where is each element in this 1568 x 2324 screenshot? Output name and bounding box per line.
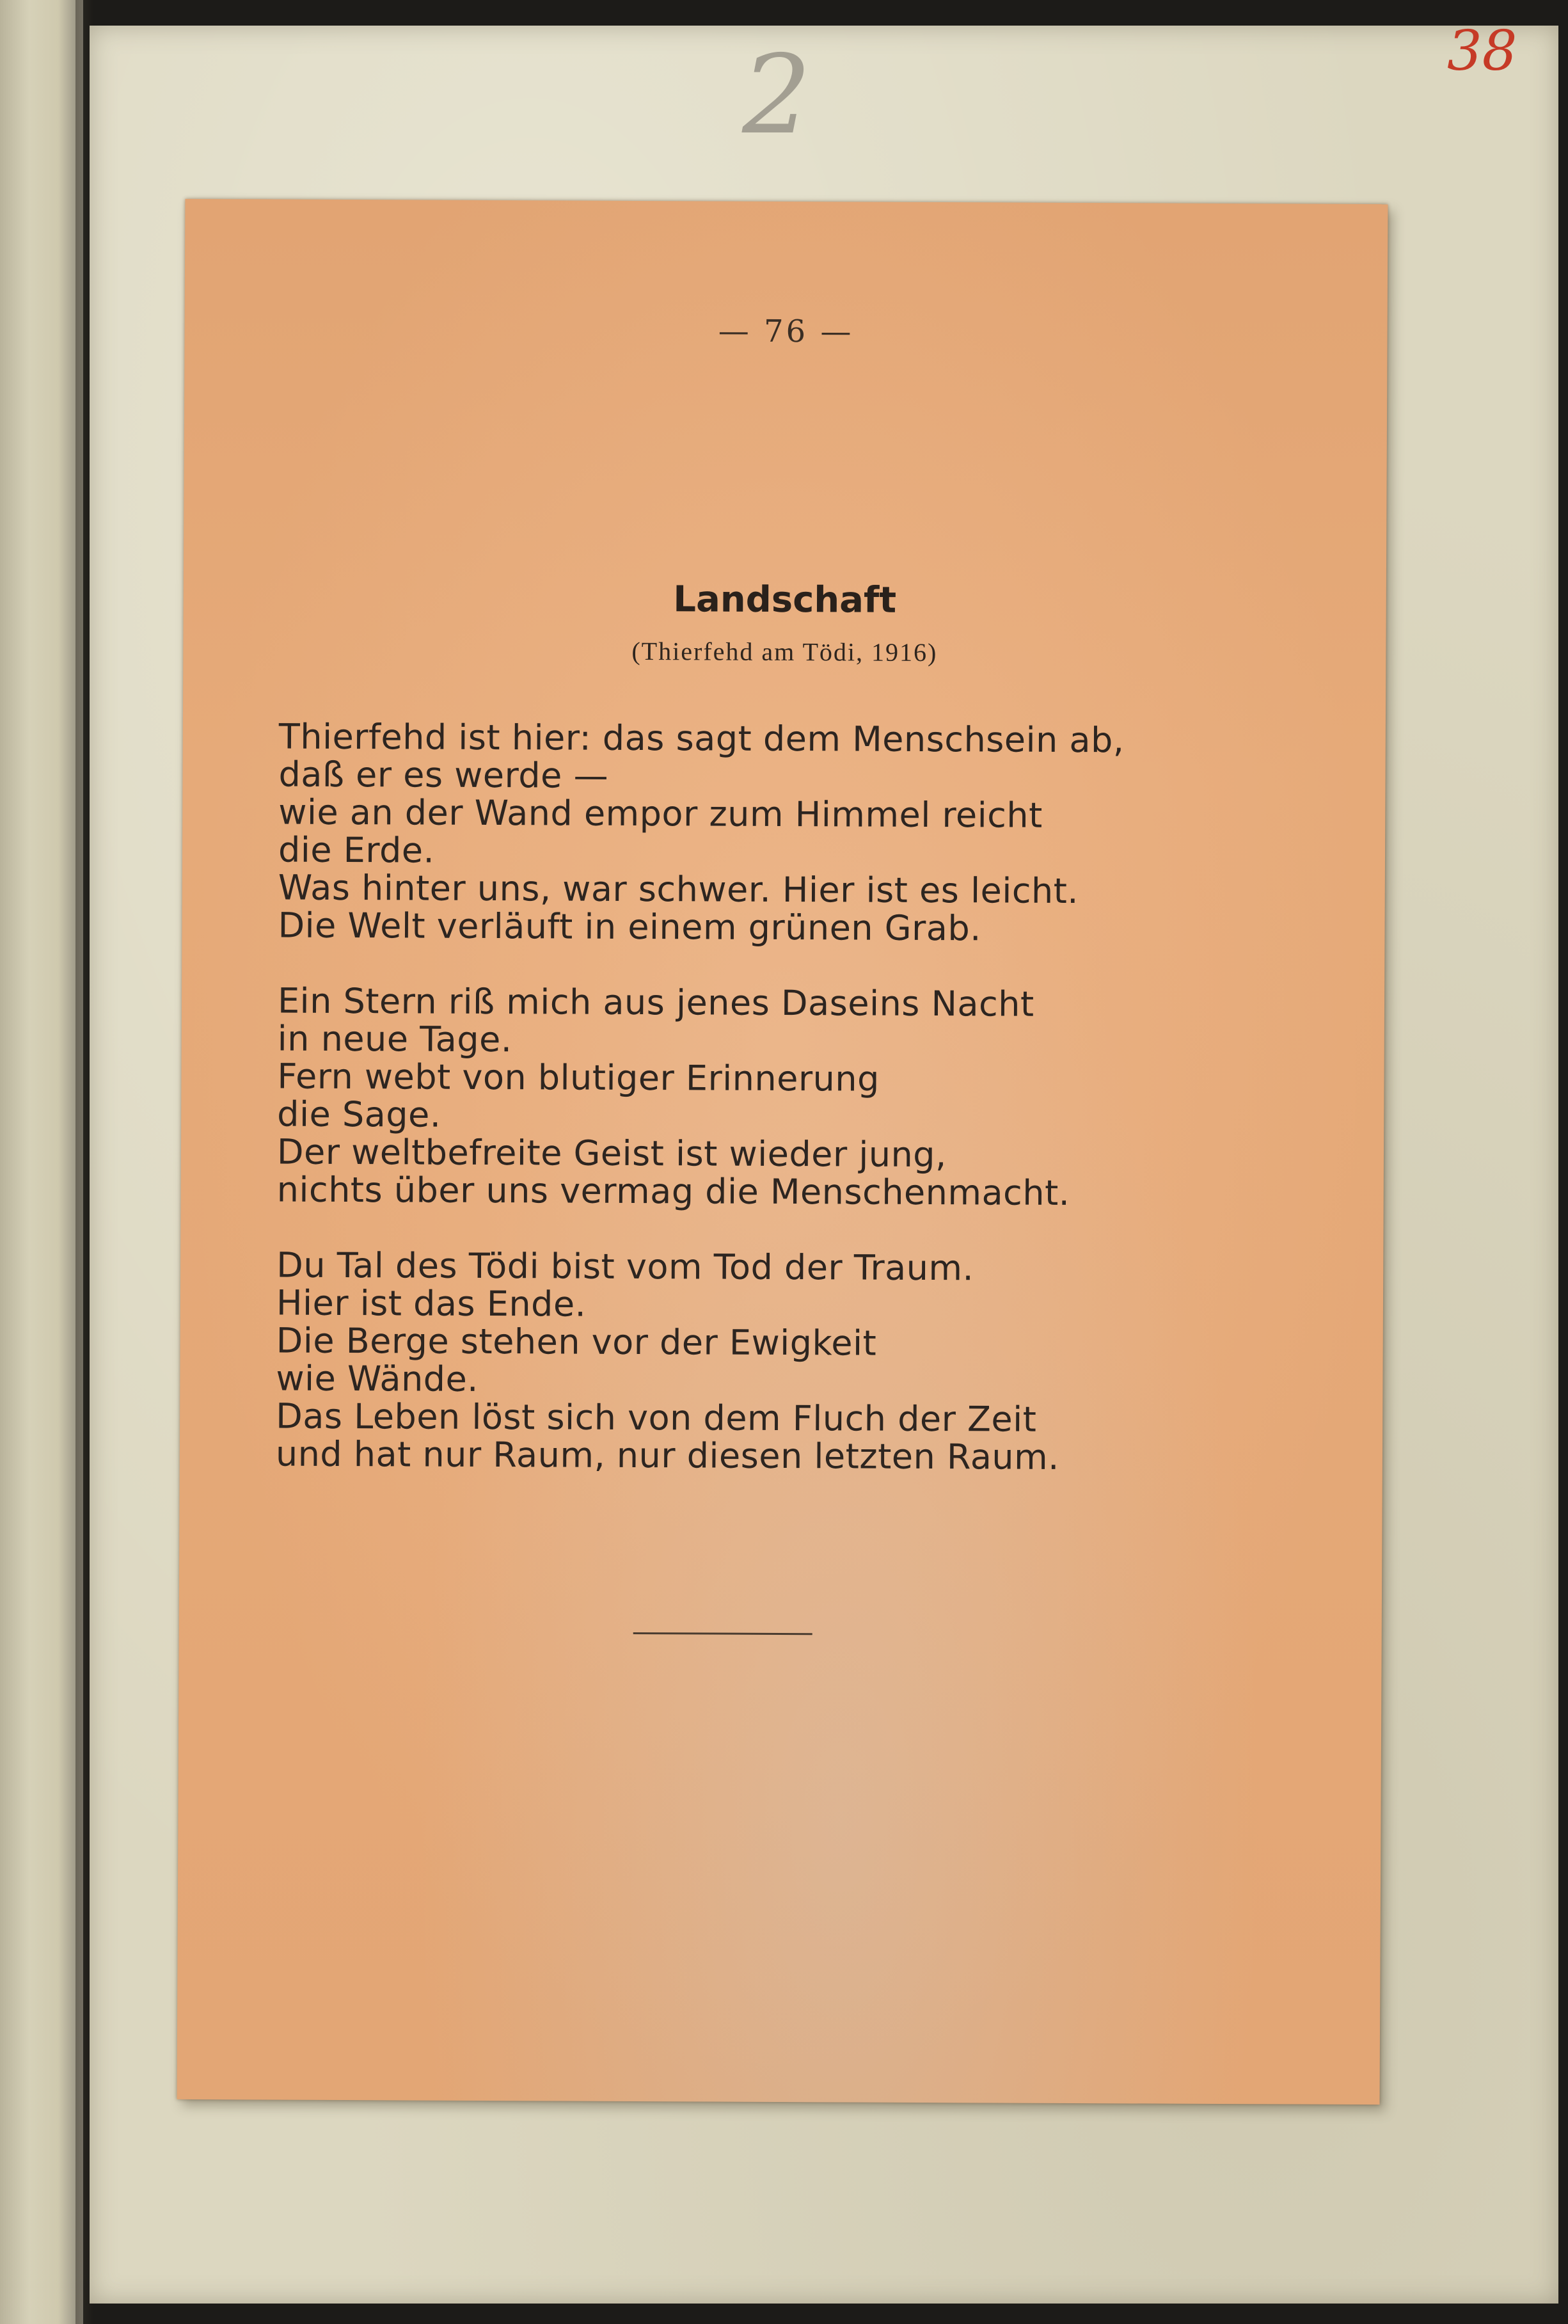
poem-line: Das Leben löst sich von dem Fluch der Zeit <box>276 1396 1037 1440</box>
stanza-1 <box>278 718 1315 949</box>
poem-title: Landschaft <box>673 578 897 621</box>
book-binding <box>0 0 83 2324</box>
poem-line: Thierfehd ist hier: das sagt dem Menschsein ab, <box>278 716 1125 761</box>
poem-line: Ein Stern riß mich aus jenes Daseins Nacht <box>277 980 1034 1024</box>
poem-line: in neue Tage. <box>277 1018 512 1060</box>
stanza-2 <box>277 982 1315 1213</box>
poem-line: die Erde. <box>278 829 435 871</box>
stanza-3 <box>276 1246 1313 1477</box>
poem-line: und hat nur Raum, nur diesen letzten Raum. <box>275 1433 1060 1477</box>
poem-line: nichts über uns vermag die Menschenmacht. <box>276 1169 1070 1213</box>
end-rule-divider <box>633 1632 812 1635</box>
poem-line: Fern webt von blutiger Erinnerung <box>277 1056 880 1099</box>
poem-line: die Sage. <box>277 1094 441 1135</box>
page-number: — 76 — <box>718 313 854 350</box>
poem-line: Die Welt verläuft in einem grünen Grab. <box>278 905 981 949</box>
poem-line: Was hinter uns, war schwer. Hier ist es leicht. <box>278 867 1079 912</box>
poem-line: Du Tal des Tödi bist vom Tod der Traum. <box>276 1245 974 1289</box>
poem-line: Der weltbefreite Geist ist wieder jung, <box>276 1131 947 1175</box>
poem-subtitle: (Thierfehd am Tödi, 1916) <box>631 636 938 667</box>
newspaper-clipping <box>177 199 1388 2105</box>
poem-line: wie an der Wand empor zum Himmel reicht <box>278 792 1043 836</box>
poem-line: Die Berge stehen vor der Ewigkeit <box>276 1320 877 1364</box>
poem-line: daß er es werde — <box>278 754 609 796</box>
poem-line: Hier ist das Ende. <box>276 1282 587 1325</box>
poem-body <box>276 718 1315 1515</box>
folio-number: 38 <box>1447 19 1517 83</box>
pencil-annotation: 2 <box>742 32 812 159</box>
poem-line: wie Wände. <box>276 1358 479 1399</box>
